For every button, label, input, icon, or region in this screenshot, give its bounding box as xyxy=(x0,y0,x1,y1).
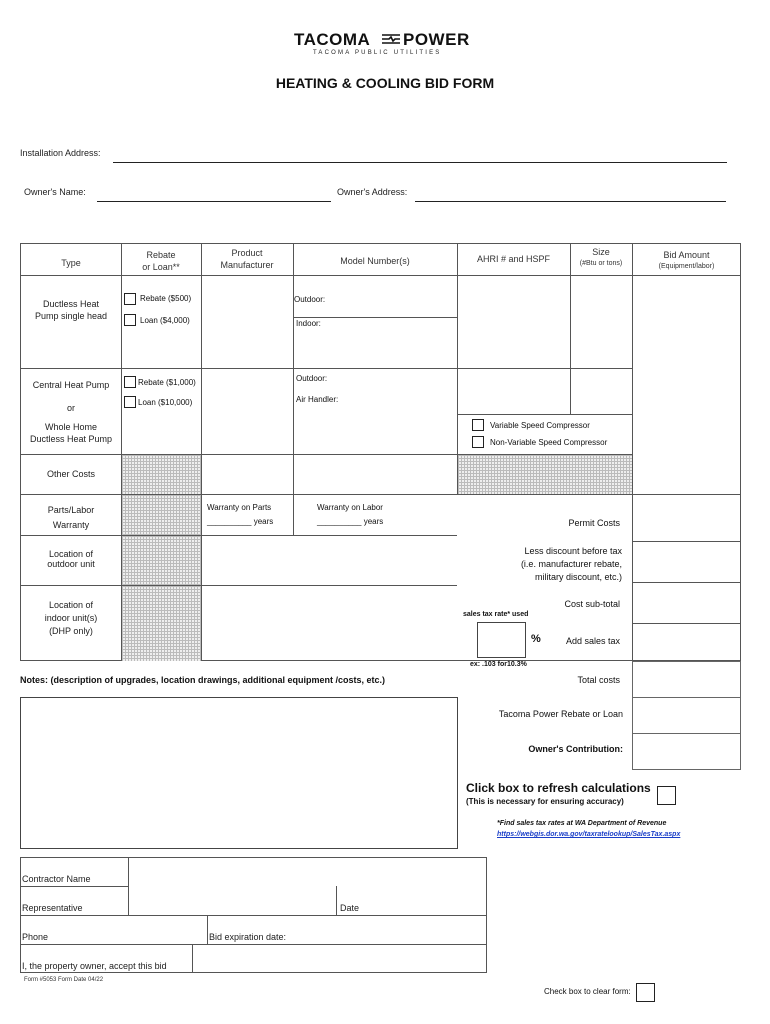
central-type-line2: or xyxy=(66,403,75,413)
permit-costs-label: Permit Costs xyxy=(568,518,620,528)
central-loan-label: Loan ($10,000) xyxy=(138,398,193,407)
ductless-rebate-label: Rebate ($500) xyxy=(140,294,192,303)
less-discount-field[interactable] xyxy=(633,542,740,581)
ductless-loan-label: Loan ($4,000) xyxy=(140,316,190,325)
add-sales-tax-label: Add sales tax xyxy=(565,636,620,646)
refresh-checkbox[interactable] xyxy=(657,786,676,805)
parts-labor-line2: Warranty xyxy=(52,520,90,530)
col-bid-line1: Bid Amount xyxy=(663,250,710,260)
brand-subtitle: TACOMA PUBLIC UTILITIES xyxy=(313,50,442,56)
bid-expiration-label: Bid expiration date: xyxy=(209,932,287,942)
owners-contribution-label: Owner's Contribution: xyxy=(528,744,623,754)
central-outdoor-label: Outdoor: xyxy=(296,374,328,383)
tax-lookup-link[interactable]: https://webgis.dor.wa.gov/taxratelookup/SalesTax.aspx xyxy=(497,831,681,838)
other-costs-rebate-hatch xyxy=(122,455,201,494)
owner-signature-field[interactable] xyxy=(193,945,486,972)
location-outdoor-hatch xyxy=(122,536,201,585)
less-discount-line1: Less discount before tax xyxy=(524,546,622,556)
add-sales-tax-field[interactable] xyxy=(633,624,740,660)
refresh-title: Click box to refresh calculations xyxy=(466,781,651,795)
owners-address-label: Owner's Address: xyxy=(337,187,408,197)
owners-address-field[interactable] xyxy=(415,201,726,202)
brand-name-left: TACOMA xyxy=(294,30,371,49)
owners-name-field[interactable] xyxy=(97,201,331,202)
phone-label: Phone xyxy=(22,932,49,942)
central-air-handler-label: Air Handler: xyxy=(296,395,339,404)
sales-tax-rate-label: sales tax rate* used xyxy=(463,611,529,618)
central-loan-checkbox[interactable] xyxy=(124,396,136,408)
phone-field[interactable] xyxy=(50,916,206,943)
brand-name-right: POWER xyxy=(403,30,470,49)
page-title: HEATING & COOLING BID FORM xyxy=(275,75,495,91)
notes-label: Notes: (description of upgrades, location drawings, additional equipment /costs, etc.) xyxy=(20,675,386,685)
warranty-parts-label: Warranty on Parts xyxy=(207,503,272,512)
ductless-type-line1: Ductless Heat xyxy=(42,299,100,309)
central-rebate-checkbox[interactable] xyxy=(124,376,136,388)
clear-form-label: Check box to clear form: xyxy=(544,987,631,996)
parts-labor-line1: Parts/Labor xyxy=(47,505,95,515)
notes-textarea[interactable] xyxy=(20,697,458,849)
variable-speed-label: Variable Speed Compressor xyxy=(490,421,590,430)
ductless-outdoor-label: Outdoor: xyxy=(294,295,326,304)
col-manufacturer-line2: Manufacturer xyxy=(220,260,274,270)
non-variable-speed-checkbox[interactable] xyxy=(472,436,484,448)
variable-speed-checkbox[interactable] xyxy=(472,419,484,431)
warranty-parts-years[interactable]: __________ years xyxy=(207,517,274,526)
rebate-or-loan-label: Tacoma Power Rebate or Loan xyxy=(498,709,623,719)
other-costs-label: Other Costs xyxy=(46,469,95,479)
warranty-labor-years[interactable]: __________ years xyxy=(317,517,384,526)
less-discount-line2: (i.e. manufacturer rebate, xyxy=(520,559,622,569)
warranty-rebate-hatch xyxy=(122,495,201,535)
rebate-or-loan-field[interactable] xyxy=(632,697,741,734)
contractor-name-label: Contractor Name xyxy=(22,874,91,884)
location-outdoor-line1: Location of xyxy=(48,549,94,559)
representative-field[interactable] xyxy=(129,887,335,914)
location-indoor-line2: indoor unit(s) xyxy=(44,613,98,623)
tax-example: ex: .103 for10.3% xyxy=(470,661,527,668)
central-rebate-label: Rebate ($1,000) xyxy=(138,378,196,387)
col-size-line2: (#Btu or tons) xyxy=(579,260,623,267)
installation-address-field[interactable] xyxy=(113,162,727,163)
total-costs-label: Total costs xyxy=(577,675,620,685)
ductless-indoor-label: Indoor: xyxy=(296,319,321,328)
owners-contribution-field[interactable] xyxy=(632,733,741,770)
bid-expiration-field[interactable] xyxy=(295,916,486,943)
col-size-line1: Size xyxy=(592,247,610,257)
form-number: Form #5053 Form Date 04/22 xyxy=(24,977,104,983)
refresh-subtitle: (This is necessary for ensuring accuracy) xyxy=(466,797,624,806)
installation-address-label: Installation Address: xyxy=(20,148,101,158)
warranty-labor-label: Warranty on Labor xyxy=(317,503,383,512)
cost-subtotal-label: Cost sub-total xyxy=(564,599,620,609)
col-type: Type xyxy=(61,258,81,268)
col-bid-line2: (Equipment/labor) xyxy=(658,263,715,270)
cost-subtotal-field[interactable] xyxy=(633,583,740,622)
owners-name-label: Owner's Name: xyxy=(24,187,86,197)
total-costs-field[interactable] xyxy=(632,661,741,698)
tacoma-power-logo-icon xyxy=(381,33,401,47)
central-type-line1: Central Heat Pump xyxy=(32,380,110,390)
location-indoor-line3: (DHP only) xyxy=(49,626,93,636)
owner-accept-label: I, the property owner, accept this bid xyxy=(22,961,167,971)
col-ahri: AHRI # and HSPF xyxy=(476,254,551,264)
ductless-type-line2: Pump single head xyxy=(34,311,108,321)
col-rebate-line1: Rebate xyxy=(146,250,176,260)
central-type-line4: Ductless Heat Pump xyxy=(29,434,113,444)
ductless-loan-checkbox[interactable] xyxy=(124,314,136,326)
other-costs-ahri-hatch xyxy=(458,455,632,494)
non-variable-speed-label: Non-Variable Speed Compressor xyxy=(490,438,608,447)
permit-costs-field[interactable] xyxy=(633,495,740,540)
representative-label: Representative xyxy=(22,903,83,913)
location-indoor-hatch xyxy=(122,586,201,661)
col-manufacturer-line1: Product xyxy=(231,248,263,258)
location-indoor-line1: Location of xyxy=(48,600,94,610)
central-type-line3: Whole Home xyxy=(44,422,98,432)
ductless-rebate-checkbox[interactable] xyxy=(124,293,136,305)
clear-form-checkbox[interactable] xyxy=(636,983,655,1002)
less-discount-line3: military discount, etc.) xyxy=(534,572,622,582)
date-label: Date xyxy=(340,903,360,913)
col-model: Model Number(s) xyxy=(340,256,410,266)
percent-sign: % xyxy=(531,633,541,645)
sales-tax-rate-input[interactable] xyxy=(477,622,526,658)
location-outdoor-line2: outdoor unit xyxy=(47,559,95,569)
tax-info-text: *Find sales tax rates at WA Department of Revenue xyxy=(497,820,667,827)
col-rebate-line2: or Loan** xyxy=(142,262,180,272)
date-field[interactable] xyxy=(365,887,486,914)
